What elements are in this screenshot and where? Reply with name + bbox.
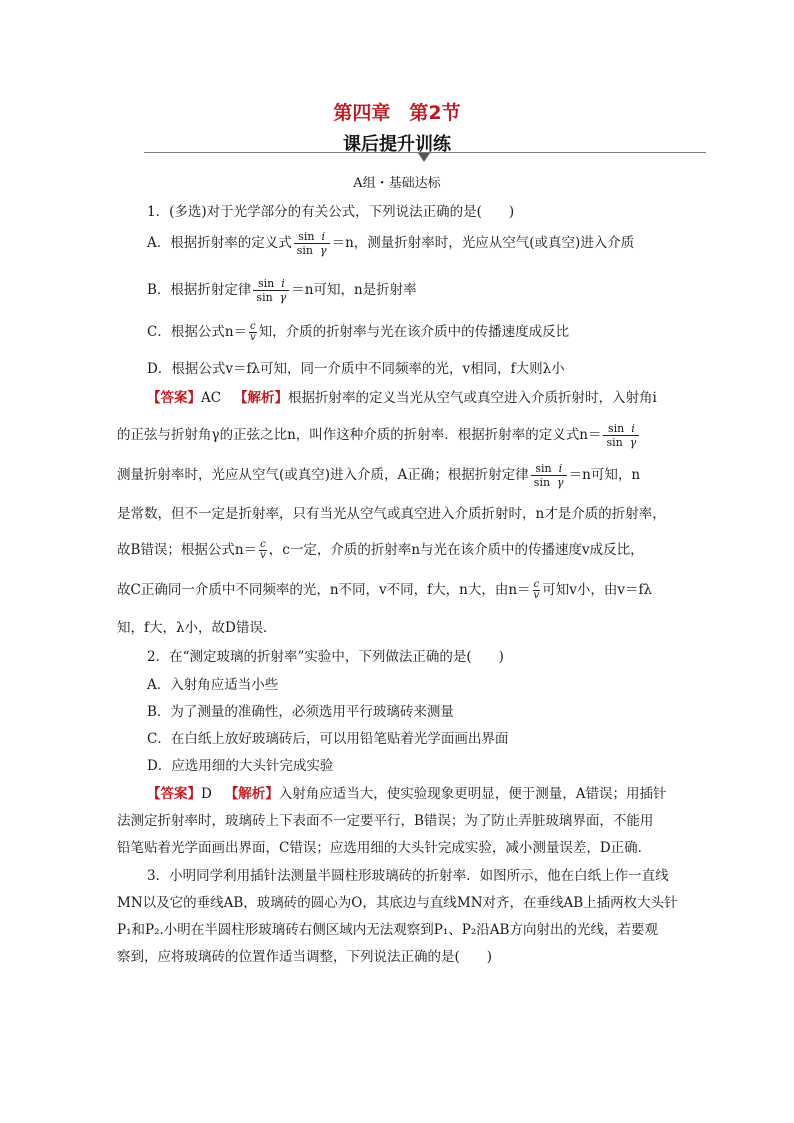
q2-explanation-line: 法测定折射率时，玻璃砖上下表面不一定要平行，B错误；为了防止弄脏玻璃界面，不能用	[117, 813, 654, 829]
down-triangle-icon	[418, 153, 430, 162]
formula-sin-ratio: $\frac{\text{sin i}}{\text{sin γ}}$	[531, 462, 567, 489]
q2-option-c: C．在白纸上放好玻璃砖后，可以用铅笔贴着光学面画出界面	[147, 731, 509, 747]
q1-option-d: D．根据公式v＝fλ可知，同一介质中不同频率的光，v相同，f大则λ小	[147, 361, 565, 377]
q1-explanation-line: 知，f大，λ小，故D错误．	[117, 620, 277, 636]
q1-explanation-line: 是常数，但不一定是折射率，只有当光从空气或真空进入介质折射时，n才是介质的折射率，	[117, 506, 666, 522]
q2-stem: 2．在“测定玻璃的折射率”实验中，下列做法正确的是( )	[147, 649, 504, 665]
q3-stem-line: P₁和P₂.小明在半圆柱形玻璃砖右侧区域内无法观察到P₁、P₂沿AB方向射出的光线，若要观	[117, 922, 658, 938]
answer-value: AC	[201, 390, 222, 406]
q1-option-a: A．根据折射率的定义式 $\frac{\text{sin i}}{\text{sin γ}}$ ＝n，测量折射率时，光应从空气(或真空)进入介质	[147, 230, 635, 257]
q2-option-a: A．入射角应适当小些	[147, 677, 279, 693]
q1-explanation-line: 【答案】AC 【解析】根据折射率的定义当光从空气或真空进入介质折射时，入射角i	[147, 390, 657, 406]
page-title: 课后提升训练	[343, 134, 451, 155]
formula-c-over-v: $\frac{c}{v}$	[260, 539, 266, 561]
analysis-label: 【解析】	[233, 390, 288, 406]
q1-explanation-line: 测量折射率时，光应从空气(或真空)进入介质，A正确；根据折射定律 $\frac{\text{sin i}}{\text{sin γ}}$ ＝n可知，n	[117, 462, 641, 489]
analysis-label: 【解析】	[224, 786, 279, 802]
group-heading: A组・基础达标	[353, 176, 441, 191]
chapter-heading: 第四章 第2节	[333, 102, 461, 124]
q3-stem-line: 3．小明同学利用插针法测量半圆柱形玻璃砖的折射率．如图所示，他在白纸上作一直线	[147, 868, 669, 884]
q1-explanation-line: 故B错误；根据公式n＝ $\frac{c}{v}$ ，c一定，介质的折射率n与光在该介质中的传播速度v成反比，	[117, 539, 644, 561]
q2-explanation-line: 铅笔贴着光学面画出界面，C错误；应选用细的大头针完成实验，减小测量误差，D正确．	[117, 840, 652, 856]
q1-stem: 1．(多选)对于光学部分的有关公式，下列说法正确的是( )	[147, 204, 515, 220]
formula-sin-ratio: $\frac{\text{sin i}}{\text{sin γ}}$	[294, 230, 330, 257]
q1-explanation-line: 故C正确同一介质中不同频率的光，n不同，v不同，f大，n大，由n＝ $\frac{c}{v}$ 可知v小，由v＝fλ	[117, 579, 653, 601]
formula-c-over-v: $\frac{c}{v}$	[250, 321, 256, 343]
answer-label: 【答案】	[147, 390, 201, 406]
q1-option-b: B．根据折射定律 $\frac{\text{sin i}}{\text{sin γ}}$ ＝n可知，n是折射率	[147, 277, 417, 304]
q3-stem-line: MN以及它的垂线AB，玻璃砖的圆心为O，其底边与直线MN对齐，在垂线AB上插两枚大头针	[117, 895, 678, 911]
formula-sin-ratio: $\frac{\text{sin i}}{\text{sin γ}}$	[603, 422, 639, 449]
q3-stem-line: 察到，应将玻璃砖的位置作适当调整，下列说法正确的是( )	[117, 949, 493, 965]
answer-value: D	[201, 786, 212, 802]
q2-option-b: B．为了测量的准确性，必须选用平行玻璃砖来测量	[147, 704, 454, 720]
formula-c-over-v: $\frac{c}{v}$	[533, 579, 540, 601]
q2-option-d: D．应选用细的大头针完成实验	[147, 758, 334, 774]
q2-explanation-line: 【答案】D 【解析】入射角应适当大，使实验现象更明显，便于测量，A错误；用插针	[147, 786, 667, 802]
formula-sin-ratio: $\frac{\text{sin i}}{\text{sin γ}}$	[253, 277, 289, 304]
q1-option-c: C．根据公式n＝ $\frac{c}{v}$ 知，介质的折射率与光在该介质中的传播速度成反比	[147, 321, 570, 343]
q1-explanation-line: 的正弦与折射角γ的正弦之比n，叫作这种介质的折射率．根据折射率的定义式n＝ $\frac{\text{sin i}}{\text{sin γ}}$	[117, 422, 641, 449]
answer-label: 【答案】	[147, 786, 201, 802]
